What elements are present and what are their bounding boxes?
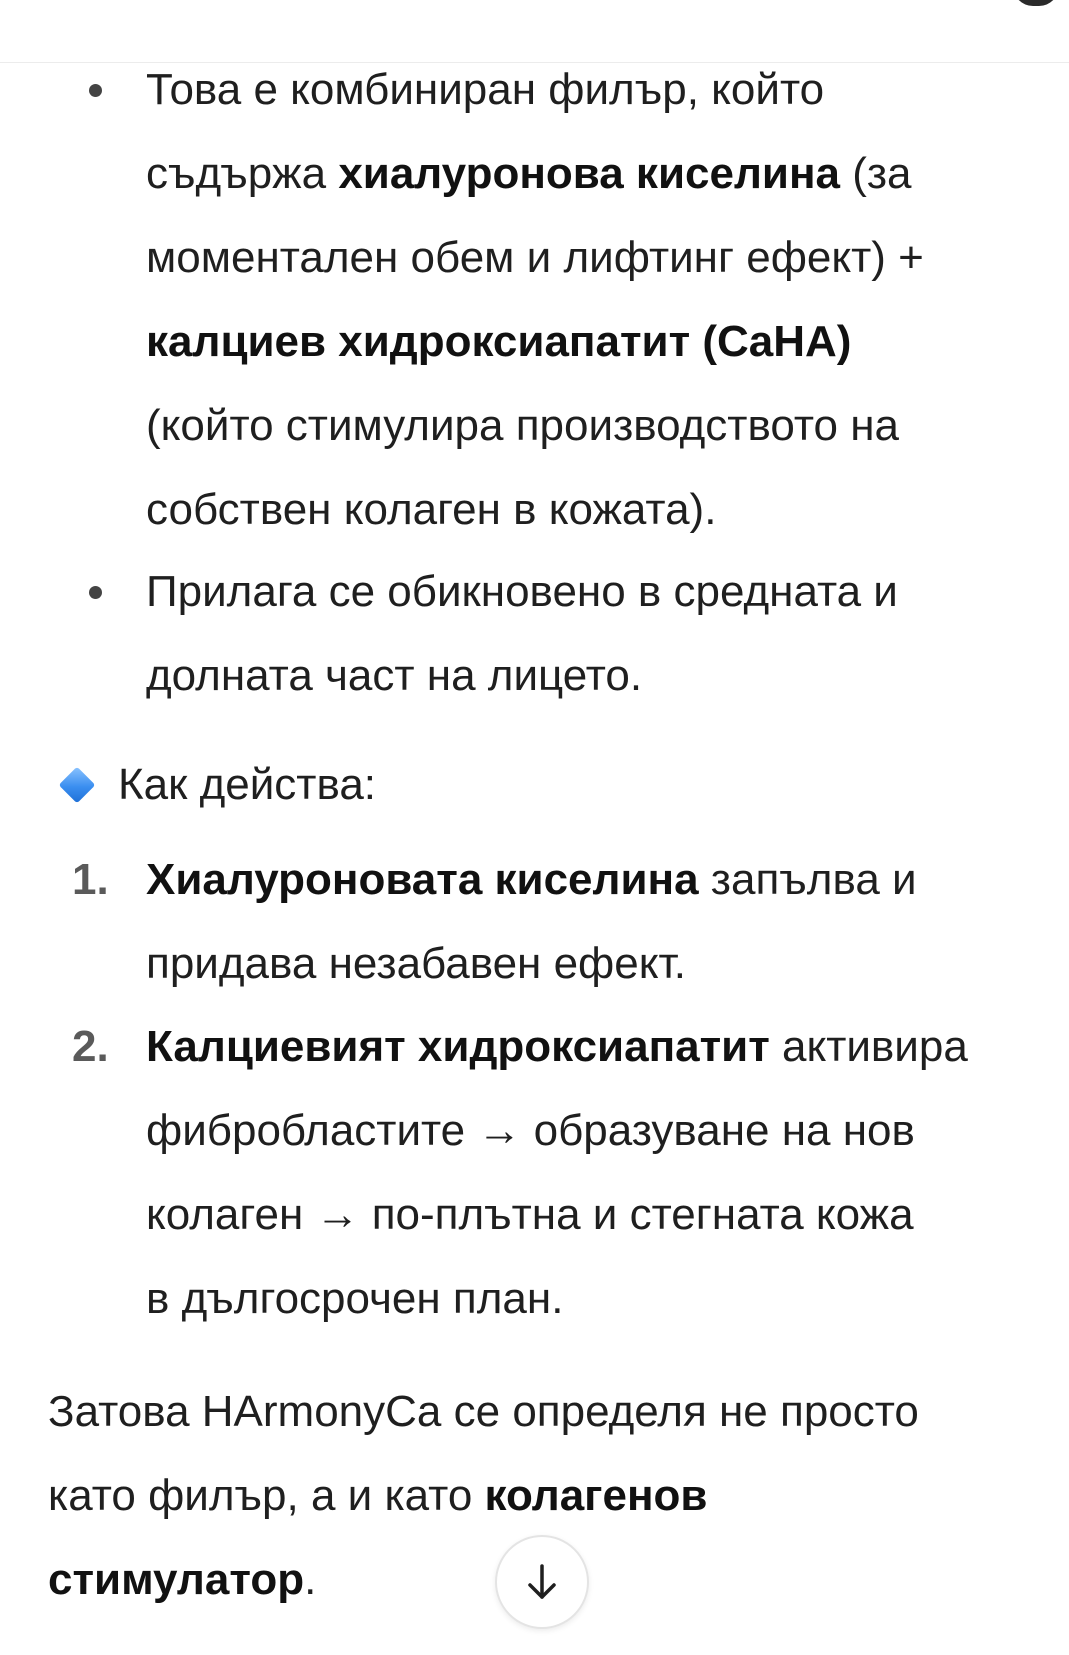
step-line: [146, 922, 686, 1006]
bold-text: Хиалуроновата киселина: [146, 855, 699, 904]
bullet-line: [146, 300, 851, 384]
bullet-line: [146, 550, 898, 634]
bold-text: калциев хидроксиапатит (CaHA): [146, 317, 852, 366]
scroll-down-button[interactable]: [495, 1535, 589, 1629]
step-number: 2.: [72, 1022, 109, 1071]
text-run: запълва и: [698, 855, 917, 904]
bold-text: колагенов: [484, 1471, 708, 1520]
bullet-line: [146, 384, 899, 468]
conclusion-line: [48, 1370, 919, 1454]
blue-diamond-icon: [59, 767, 96, 804]
bold-text: Калциевият хидроксиапатит: [146, 1022, 770, 1071]
bullet-line: [146, 48, 824, 132]
text-run: (за: [840, 149, 912, 198]
text-run: моментален обем и лифтинг ефект) +: [146, 233, 924, 282]
bold-text: стимулатор: [48, 1555, 305, 1604]
bullet-dot-icon: [89, 84, 102, 97]
text-run: Това е комбиниран филър, който: [146, 65, 825, 114]
top-bar-avatar[interactable]: [1013, 0, 1059, 6]
text-run: активира: [769, 1022, 968, 1071]
text-run: долната част на лицето.: [146, 651, 643, 700]
text-run: собствен колаген в кожата).: [146, 485, 717, 534]
text-run: колаген → по-плътна и стегната кожа: [146, 1190, 914, 1239]
text-run: в дългосрочен план.: [146, 1274, 564, 1323]
text-run: Прилага се обикновено в средната и: [146, 567, 898, 616]
bullet-line: [146, 634, 642, 718]
text-run: (който стимулира производството на: [146, 401, 899, 450]
text-run: Затова HArmonyCa се определя не просто: [48, 1387, 919, 1436]
step-number: 1.: [72, 855, 109, 904]
step-line: [146, 838, 917, 922]
bold-text: хиалуронова киселина: [338, 149, 840, 198]
text-run: като филър, а и като: [48, 1471, 485, 1520]
section-heading: Как действа:: [118, 760, 377, 809]
text-run: съдържа: [146, 149, 339, 198]
bullet-line: [146, 132, 912, 216]
conclusion-line: [48, 1538, 316, 1622]
bullet-line: [146, 468, 716, 552]
step-line: [146, 1089, 915, 1173]
step-line: [146, 1005, 968, 1089]
step-line: [146, 1173, 914, 1257]
arrow-down-icon: [520, 1560, 564, 1604]
bullet-line: [146, 216, 924, 300]
step-line: [146, 1257, 563, 1341]
text-run: придава незабавен ефект.: [146, 939, 686, 988]
bullet-dot-icon: [89, 586, 102, 599]
text-run: .: [304, 1555, 317, 1604]
text-run: фибробластите → образуване на нов: [146, 1106, 915, 1155]
conclusion-line: [48, 1454, 707, 1538]
